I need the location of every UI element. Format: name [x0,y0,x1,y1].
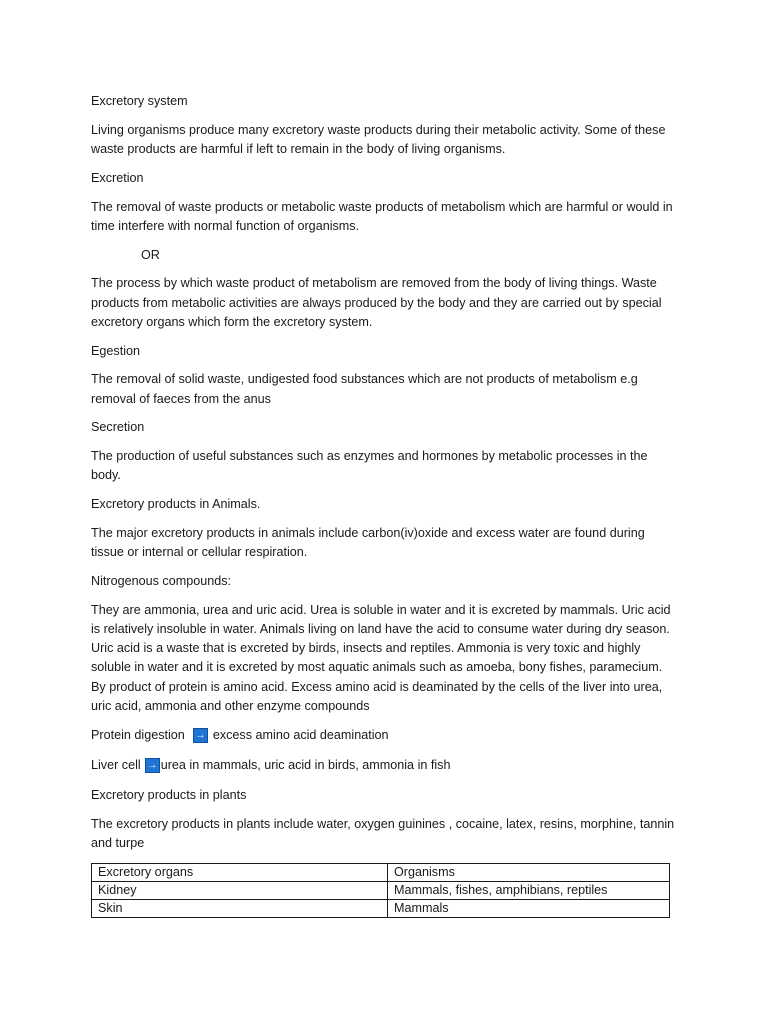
nitrogenous-heading: Nitrogenous compounds: [91,573,232,588]
protein-flow-line [91,726,679,745]
flow1-left-text: Protein digestion [91,727,185,742]
animals-paragraph: The major excretory products in animals include carbon(iv)oxide and excess water are found during tissue or internal or cellular respiration. [91,525,645,560]
table-cell: Kidney [92,881,388,899]
right-arrow-icon: → [193,728,208,743]
table-cell: Mammals [388,899,670,917]
flow1-right-text: excess amino acid deamination [212,727,389,742]
excretory-organs-table [91,863,670,918]
egestion-definition: The removal of solid waste, undigested food substances which are not products of metabolism e.g removal of faeces from the anus [91,372,638,406]
excretion-definition-1: The removal of waste products or metabolic waste products of metabolism which are harmful or would in time interfere with normal function of organisms. [91,199,673,233]
table-header-row [92,863,670,881]
table-cell: Mammals, fishes, amphibians, reptiles [388,881,670,899]
document-title: Excretory system [91,94,188,108]
flow2-right-text: urea in mammals, uric acid in birds, ammonia in fish [160,757,451,772]
table-cell: Skin [92,899,388,917]
egestion-heading: Egestion [91,343,141,358]
intro-paragraph: Living organisms produce many excretory waste products during their metabolic activity. Some of these waste products are harmful if left to remain in the body of living organisms. [91,122,666,156]
plants-heading: Excretory products in plants [91,788,247,802]
secretion-heading: Secretion [91,420,145,435]
excretion-heading: Excretion [91,170,144,185]
secretion-definition: The production of useful substances such as enzymes and hormones by metabolic processes in the body. [91,449,648,483]
liver-flow-line [91,756,679,775]
animals-heading: Excretory products in Animals. [91,497,261,512]
document-body [91,92,679,918]
right-arrow-icon: → [145,758,160,773]
table-row [92,881,670,899]
nitrogenous-paragraph: They are ammonia, urea and uric acid. Urea is soluble in water and it is excreted by mammals. Uric acid is relatively insoluble in water. Animals living on land have the acid to consume water during dry season. Uric acid is a waste that is excreted by birds, insects and reptiles. Ammonia is very toxic and highly soluble in water and it is excreted by most aquatic animals such as amoeba, bony fishes, paramecium. By product of protein is amino acid. Excess amino acid is deaminated by the cells of the liver into urea, uric acid, ammonia and other enzyme compounds [91,602,671,713]
table-header-cell: Excretory organs [92,863,388,881]
table-row [92,899,670,917]
table-header-cell: Organisms [388,863,670,881]
excretion-definition-2: The process by which waste product of metabolism are removed from the body of living things. Waste products from metabolic activities are always produced by the body and they are carried out by special excretory organs which form the excretory system. [91,276,662,329]
or-label: OR [141,247,160,262]
plants-paragraph: The excretory products in plants include water, oxygen guinines , cocaine, latex, resins, morphine, tannin and turpe [91,816,675,850]
flow2-left-text: Liver cell [91,757,141,772]
